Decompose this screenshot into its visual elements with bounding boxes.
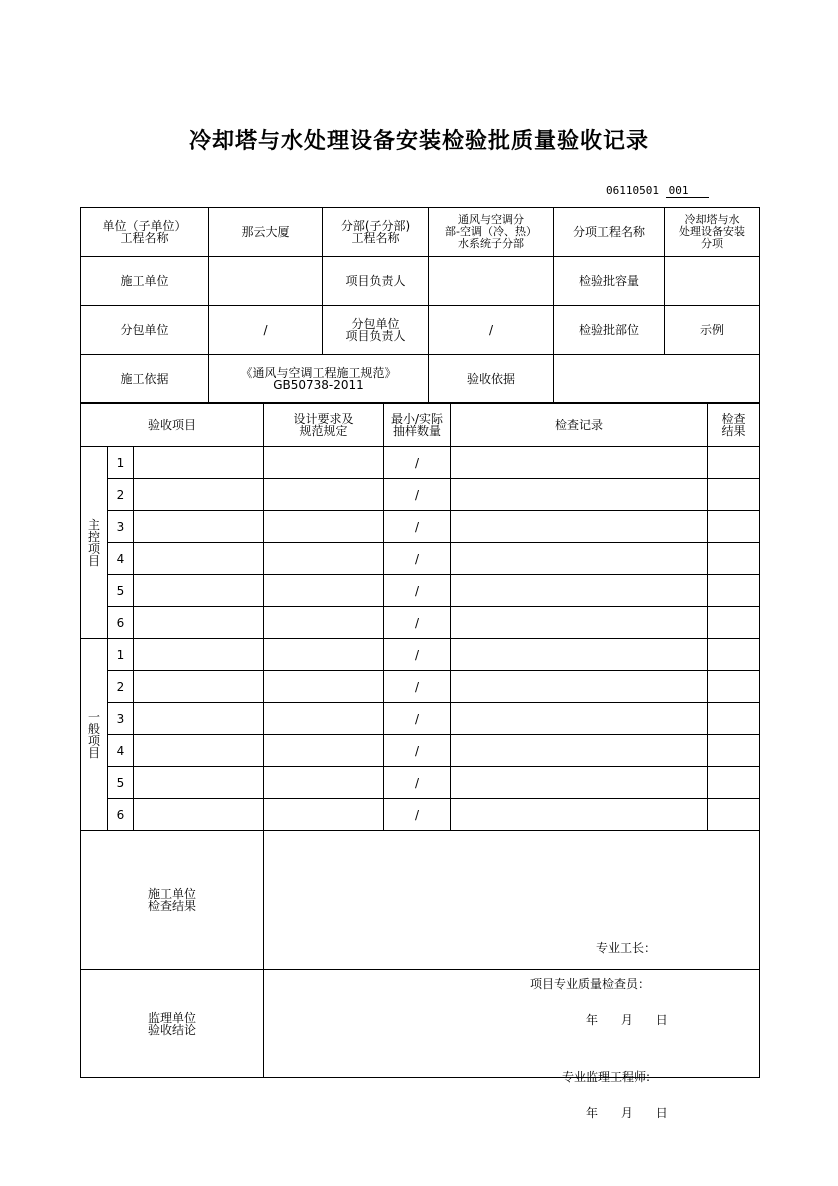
table-row	[81, 671, 760, 703]
main-control-label: 主控项目	[88, 517, 101, 568]
subitem-label: 分项工程名称	[554, 208, 665, 257]
item-cell[interactable]	[134, 479, 264, 511]
supervision-engineer-label: 专业监理工程师:	[562, 1069, 651, 1084]
result-cell[interactable]	[708, 703, 760, 735]
row-number: 1	[108, 447, 134, 479]
sample-cell[interactable]: /	[384, 799, 451, 831]
row-number: 4	[108, 543, 134, 575]
design-req-cell[interactable]	[264, 639, 384, 671]
table-row	[81, 543, 760, 575]
record-cell[interactable]	[451, 447, 708, 479]
row-number: 3	[108, 511, 134, 543]
subcontractor-value[interactable]: /	[209, 306, 323, 355]
record-cell[interactable]	[451, 767, 708, 799]
record-cell[interactable]	[451, 479, 708, 511]
construction-date: 年 月 日	[586, 1013, 668, 1027]
sample-cell[interactable]: /	[384, 767, 451, 799]
result-cell[interactable]	[708, 735, 760, 767]
item-cell[interactable]	[134, 703, 264, 735]
col-sample: 最小/实际 抽样数量	[384, 403, 451, 447]
batch-location-value[interactable]: 示例	[665, 306, 760, 355]
supervision-label: 监理单位 验收结论	[81, 970, 264, 1078]
col-result: 检查 结果	[708, 403, 760, 447]
sample-cell[interactable]: /	[384, 575, 451, 607]
sample-cell[interactable]: /	[384, 735, 451, 767]
acceptance-basis-label: 验收依据	[429, 355, 554, 404]
result-cell[interactable]	[708, 543, 760, 575]
sub-manager-label: 分包单位 项目负责人	[323, 306, 429, 355]
supervision-date: 年 月 日	[586, 1105, 668, 1120]
header-row-2	[81, 257, 760, 306]
design-req-cell[interactable]	[264, 575, 384, 607]
row-number: 5	[108, 575, 134, 607]
record-cell[interactable]	[451, 735, 708, 767]
table-row	[81, 735, 760, 767]
record-cell[interactable]	[451, 511, 708, 543]
inspection-table	[80, 402, 760, 831]
design-req-cell[interactable]	[264, 607, 384, 639]
sample-cell[interactable]: /	[384, 639, 451, 671]
result-cell[interactable]	[708, 671, 760, 703]
unit-project-label: 单位（子单位） 工程名称	[81, 208, 209, 257]
design-req-cell[interactable]	[264, 447, 384, 479]
result-cell[interactable]	[708, 639, 760, 671]
table-row	[81, 447, 760, 479]
row-number: 5	[108, 767, 134, 799]
subcontractor-label: 分包单位	[81, 306, 209, 355]
item-cell[interactable]	[134, 639, 264, 671]
inspector-label: 项目专业质量检查员：	[530, 977, 651, 991]
table-row	[81, 479, 760, 511]
design-req-cell[interactable]	[264, 799, 384, 831]
design-req-cell[interactable]	[264, 479, 384, 511]
record-cell[interactable]	[451, 575, 708, 607]
batch-capacity-label: 检验批容量	[554, 257, 665, 306]
item-cell[interactable]	[134, 543, 264, 575]
row-number: 2	[108, 479, 134, 511]
general-label-cell	[81, 639, 108, 831]
item-cell[interactable]	[134, 735, 264, 767]
item-cell[interactable]	[134, 671, 264, 703]
item-cell[interactable]	[134, 511, 264, 543]
col-record: 检查记录	[451, 403, 708, 447]
item-cell[interactable]	[134, 607, 264, 639]
record-cell[interactable]	[451, 543, 708, 575]
item-cell[interactable]	[134, 799, 264, 831]
sample-cell[interactable]: /	[384, 543, 451, 575]
foreman-label: 专业工长：	[596, 941, 657, 955]
design-req-cell[interactable]	[264, 511, 384, 543]
record-cell[interactable]	[451, 799, 708, 831]
general-label: 一般项目	[88, 709, 101, 760]
division-value[interactable]: 通风与空调分 部-空调（冷、热） 水系统子分部	[429, 208, 554, 257]
row-number: 6	[108, 607, 134, 639]
item-cell[interactable]	[134, 447, 264, 479]
acceptance-basis-value[interactable]	[554, 355, 760, 404]
table-row	[81, 511, 760, 543]
table-row	[81, 767, 760, 799]
record-cell[interactable]	[451, 703, 708, 735]
header-row-1	[81, 208, 760, 257]
construction-basis-value[interactable]: 《通风与空调工程施工规范》 GB50738-2011	[209, 355, 429, 404]
sample-cell[interactable]: /	[384, 511, 451, 543]
result-cell[interactable]	[708, 799, 760, 831]
document-code: 06110501	[606, 184, 659, 197]
result-cell[interactable]	[708, 447, 760, 479]
item-cell[interactable]	[134, 767, 264, 799]
sub-manager-value[interactable]: /	[429, 306, 554, 355]
design-req-cell[interactable]	[264, 543, 384, 575]
document-serial: 001	[666, 184, 709, 198]
construction-basis-label: 施工依据	[81, 355, 209, 404]
sample-cell[interactable]: /	[384, 671, 451, 703]
batch-capacity-value[interactable]	[665, 257, 760, 306]
subitem-value[interactable]: 冷却塔与水 处理设备安装 分项	[665, 208, 760, 257]
document-number	[606, 184, 709, 198]
header-table	[80, 207, 760, 404]
header-row-3	[81, 306, 760, 355]
contractor-label: 施工单位	[81, 257, 209, 306]
row-number: 2	[108, 671, 134, 703]
table-row	[81, 575, 760, 607]
table-row	[81, 703, 760, 735]
contractor-value[interactable]	[209, 257, 323, 306]
row-number: 1	[108, 639, 134, 671]
supervision-area[interactable]	[264, 970, 760, 1120]
design-req-cell[interactable]	[264, 671, 384, 703]
sample-cell[interactable]: /	[384, 479, 451, 511]
row-number: 3	[108, 703, 134, 735]
table-row	[81, 799, 760, 831]
row-number: 6	[108, 799, 134, 831]
signoff-table	[80, 830, 760, 1120]
sample-cell[interactable]: /	[384, 447, 451, 479]
main-control-label-cell	[81, 447, 108, 639]
page-title: 冷却塔与水处理设备安装检验批质量验收记录	[188, 128, 649, 154]
result-cell[interactable]	[708, 575, 760, 607]
result-cell[interactable]	[708, 479, 760, 511]
record-cell[interactable]	[451, 607, 708, 639]
col-design-req: 设计要求及 规范规定	[264, 403, 384, 447]
record-cell[interactable]	[451, 639, 708, 671]
row-number: 4	[108, 735, 134, 767]
project-manager-label: 项目负责人	[323, 257, 429, 306]
result-cell[interactable]	[708, 511, 760, 543]
result-cell[interactable]	[708, 607, 760, 639]
column-header-row	[81, 403, 760, 447]
header-row-4	[81, 355, 760, 404]
col-item: 验收项目	[81, 403, 264, 447]
unit-project-value[interactable]: 那云大厦	[209, 208, 323, 257]
division-label: 分部(子分部) 工程名称	[323, 208, 429, 257]
sample-cell[interactable]: /	[384, 607, 451, 639]
design-req-cell[interactable]	[264, 703, 384, 735]
construction-check-label: 施工单位 检查结果	[81, 831, 264, 970]
result-cell[interactable]	[708, 767, 760, 799]
item-cell[interactable]	[134, 575, 264, 607]
construction-check-row	[81, 831, 760, 970]
table-row	[81, 639, 760, 671]
sample-cell[interactable]: /	[384, 703, 451, 735]
batch-location-label: 检验批部位	[554, 306, 665, 355]
design-req-cell[interactable]	[264, 735, 384, 767]
table-row	[81, 607, 760, 639]
design-req-cell[interactable]	[264, 767, 384, 799]
project-manager-value[interactable]	[429, 257, 554, 306]
construction-check-area[interactable]	[264, 831, 760, 1027]
record-cell[interactable]	[451, 671, 708, 703]
